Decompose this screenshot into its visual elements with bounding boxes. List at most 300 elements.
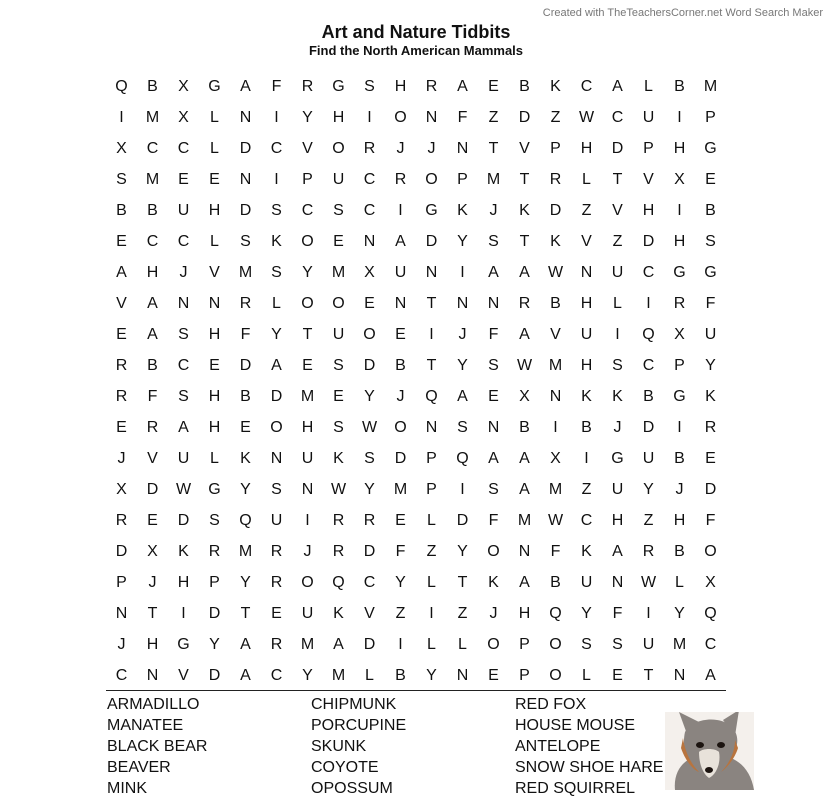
- grid-letter: L: [644, 77, 653, 95]
- grid-letter: J: [396, 387, 405, 405]
- grid-letter: P: [209, 573, 220, 591]
- grid-letter: Z: [426, 542, 437, 560]
- grid-letter: B: [147, 201, 158, 219]
- grid-letter: C: [146, 139, 159, 157]
- grid-letter: R: [115, 356, 128, 374]
- grid-letter: L: [365, 666, 374, 684]
- grid-letter: Z: [457, 604, 468, 622]
- grid-letter: V: [581, 232, 592, 250]
- word-list-item: ANTELOPE: [515, 738, 601, 755]
- grid-letter: S: [612, 356, 623, 374]
- grid-letter: T: [519, 170, 530, 188]
- grid-letter: Z: [612, 232, 623, 250]
- grid-letter: J: [117, 635, 126, 653]
- grid-letter: X: [674, 170, 685, 188]
- grid-letter: N: [518, 542, 531, 560]
- grid-letter: D: [363, 356, 376, 374]
- grid-letter: O: [332, 294, 345, 312]
- grid-letter: H: [673, 511, 686, 529]
- grid-letter: D: [208, 604, 221, 622]
- grid-letter: Y: [302, 108, 313, 126]
- grid-letter: D: [642, 418, 655, 436]
- grid-letter: J: [427, 139, 436, 157]
- grid-letter: D: [704, 480, 717, 498]
- credit-line: Created with TheTeachersCorner.net Word Search Maker: [542, 7, 823, 19]
- grid-letter: M: [703, 77, 718, 95]
- word-list-item: RED FOX: [515, 696, 587, 713]
- grid-letter: I: [429, 325, 434, 343]
- grid-letter: C: [580, 511, 593, 529]
- grid-letter: C: [642, 263, 655, 281]
- grid-letter: E: [333, 232, 344, 250]
- grid-letter: S: [488, 356, 499, 374]
- grid-letter: R: [270, 635, 283, 653]
- grid-letter: H: [580, 356, 593, 374]
- grid-letter: F: [457, 108, 468, 126]
- word-list-item: COYOTE: [311, 759, 379, 776]
- grid-letter: V: [209, 263, 220, 281]
- grid-letter: H: [208, 325, 221, 343]
- grid-letter: O: [363, 325, 376, 343]
- grid-letter: A: [395, 232, 406, 250]
- grid-letter: A: [488, 449, 499, 467]
- grid-letter: S: [271, 480, 282, 498]
- grid-letter: F: [488, 511, 499, 529]
- grid-letter: A: [240, 666, 251, 684]
- grid-letter: B: [550, 294, 561, 312]
- grid-letter: A: [147, 325, 158, 343]
- grid-letter: Y: [395, 573, 406, 591]
- grid-letter: Q: [425, 387, 438, 405]
- grid-letter: M: [393, 480, 408, 498]
- grid-letter: I: [398, 635, 403, 653]
- grid-letter: M: [331, 263, 346, 281]
- grid-letter: I: [615, 325, 620, 343]
- grid-letter: M: [300, 387, 315, 405]
- word-list-item: SKUNK: [311, 738, 367, 755]
- grid-letter: X: [364, 263, 375, 281]
- grid-letter: C: [115, 666, 128, 684]
- grid-letter: N: [487, 294, 500, 312]
- grid-letter: K: [271, 232, 282, 250]
- grid-letter: U: [611, 263, 624, 281]
- grid-letter: U: [580, 325, 593, 343]
- grid-letter: B: [519, 418, 530, 436]
- grid-letter: N: [177, 294, 190, 312]
- grid-letter: W: [361, 418, 378, 436]
- grid-letter: A: [705, 666, 716, 684]
- grid-letter: Q: [642, 325, 655, 343]
- grid-letter: Z: [643, 511, 654, 529]
- grid-letter: Z: [581, 201, 592, 219]
- grid-letter: D: [208, 666, 221, 684]
- grid-letter: S: [333, 418, 344, 436]
- grid-letter: H: [394, 77, 407, 95]
- grid-letter: A: [116, 263, 127, 281]
- grid-letter: R: [363, 511, 376, 529]
- grid-letter: N: [239, 108, 252, 126]
- grid-letter: S: [333, 201, 344, 219]
- grid-letter: H: [518, 604, 531, 622]
- grid-letter: S: [178, 387, 189, 405]
- grid-letter: D: [518, 108, 531, 126]
- grid-letter: A: [612, 77, 623, 95]
- grid-letter: H: [611, 511, 624, 529]
- grid-letter: L: [272, 294, 281, 312]
- grid-letter: M: [672, 635, 687, 653]
- grid-letter: L: [210, 139, 219, 157]
- grid-letter: Y: [209, 635, 220, 653]
- grid-letter: S: [116, 170, 127, 188]
- grid-letter: D: [270, 387, 283, 405]
- grid-letter: J: [117, 449, 126, 467]
- grid-letter: F: [147, 387, 158, 405]
- grid-letter: G: [177, 635, 190, 653]
- grid-letter: G: [673, 387, 686, 405]
- grid-letter: T: [302, 325, 313, 343]
- grid-letter: M: [145, 108, 160, 126]
- grid-letter: B: [643, 387, 654, 405]
- grid-letter: H: [177, 573, 190, 591]
- grid-letter: N: [425, 108, 438, 126]
- grid-letter: P: [705, 108, 716, 126]
- grid-letter: H: [208, 201, 221, 219]
- grid-letter: V: [550, 325, 561, 343]
- grid-letter: Z: [488, 108, 499, 126]
- grid-letter: H: [673, 232, 686, 250]
- grid-letter: D: [611, 139, 624, 157]
- grid-letter: W: [578, 108, 595, 126]
- grid-letter: H: [580, 139, 593, 157]
- grid-letter: G: [704, 263, 717, 281]
- grid-letter: G: [611, 449, 624, 467]
- grid-letter: I: [677, 108, 682, 126]
- grid-letter: J: [458, 325, 467, 343]
- grid-letter: Z: [550, 108, 561, 126]
- grid-letter: K: [333, 449, 344, 467]
- grid-letter: Y: [364, 387, 375, 405]
- grid-letter: L: [458, 635, 467, 653]
- grid-letter: O: [487, 635, 500, 653]
- word-list-column-1: [107, 694, 207, 799]
- grid-letter: O: [704, 542, 717, 560]
- puzzle-title: Art and Nature Tidbits: [321, 22, 511, 42]
- grid-letter: E: [116, 325, 127, 343]
- word-list-column-3: [515, 694, 663, 799]
- grid-letter: O: [301, 573, 314, 591]
- grid-letter: J: [489, 604, 498, 622]
- grid-letter: R: [270, 542, 283, 560]
- grid-letter: K: [705, 387, 716, 405]
- grid-letter: U: [394, 263, 407, 281]
- grid-letter: Y: [457, 542, 468, 560]
- grid-letter: O: [425, 170, 438, 188]
- grid-letter: K: [550, 232, 561, 250]
- grid-letter: R: [208, 542, 221, 560]
- grid-letter: G: [332, 77, 345, 95]
- grid-letter: R: [642, 542, 655, 560]
- grid-letter: A: [519, 449, 530, 467]
- grid-letter: B: [395, 356, 406, 374]
- grid-letter: Y: [581, 604, 592, 622]
- grid-letter: H: [146, 635, 159, 653]
- grid-letter: P: [519, 666, 530, 684]
- grid-letter: R: [363, 139, 376, 157]
- grid-letter: T: [426, 356, 437, 374]
- grid-letter: C: [363, 170, 376, 188]
- grid-letter: R: [332, 511, 345, 529]
- grid-letter: F: [705, 294, 716, 312]
- grid-letter: F: [612, 604, 623, 622]
- grid-letter: R: [239, 294, 252, 312]
- grid-letter: U: [642, 635, 655, 653]
- word-list-item: ARMADILLO: [107, 696, 200, 713]
- grid-letter: O: [301, 294, 314, 312]
- grid-letter: W: [547, 511, 564, 529]
- grid-letter: A: [519, 325, 530, 343]
- grid-letter: W: [547, 263, 564, 281]
- grid-letter: M: [300, 635, 315, 653]
- grid-letter: U: [642, 449, 655, 467]
- grid-letter: Y: [364, 480, 375, 498]
- grid-letter: W: [330, 480, 347, 498]
- grid-letter: V: [519, 139, 530, 157]
- grid-letter: A: [519, 480, 530, 498]
- grid-letter: S: [209, 511, 220, 529]
- grid-letter: K: [581, 387, 592, 405]
- grid-letter: M: [548, 356, 563, 374]
- grid-letter: D: [642, 232, 655, 250]
- grid-letter: F: [271, 77, 282, 95]
- grid-letter: X: [178, 108, 189, 126]
- grid-letter: P: [643, 139, 654, 157]
- grid-letter: A: [333, 635, 344, 653]
- grid-letter: R: [270, 573, 283, 591]
- grid-letter: C: [611, 108, 624, 126]
- grid-letter: F: [550, 542, 561, 560]
- grid-letter: E: [488, 666, 499, 684]
- grid-letter: C: [177, 232, 190, 250]
- word-list-item: RED SQUIRREL: [515, 780, 636, 797]
- grid-letter: I: [460, 263, 465, 281]
- grid-letter: K: [550, 77, 561, 95]
- grid-letter: E: [209, 356, 220, 374]
- divider-line: [106, 690, 726, 691]
- grid-letter: W: [516, 356, 533, 374]
- grid-letter: B: [519, 77, 530, 95]
- grid-letter: R: [332, 542, 345, 560]
- grid-letter: H: [580, 294, 593, 312]
- grid-letter: E: [488, 387, 499, 405]
- grid-letter: Y: [240, 480, 251, 498]
- grid-letter: C: [270, 666, 283, 684]
- grid-letter: U: [611, 480, 624, 498]
- grid-letter: J: [179, 263, 188, 281]
- grid-letter: X: [116, 139, 127, 157]
- grid-letter: S: [581, 635, 592, 653]
- grid-letter: U: [642, 108, 655, 126]
- grid-letter: R: [704, 418, 717, 436]
- grid-letter: N: [549, 387, 562, 405]
- grid-letter: I: [181, 604, 186, 622]
- grid-letter: N: [239, 170, 252, 188]
- grid-letter: R: [146, 418, 159, 436]
- grid-letter: N: [456, 294, 469, 312]
- grid-letter: J: [489, 201, 498, 219]
- grid-letter: C: [704, 635, 717, 653]
- grid-letter: Q: [704, 604, 717, 622]
- grid-letter: A: [147, 294, 158, 312]
- grid-letter: D: [239, 139, 252, 157]
- grid-letter: U: [704, 325, 717, 343]
- grid-letter: D: [456, 511, 469, 529]
- grid-letter: R: [394, 170, 407, 188]
- grid-letter: D: [177, 511, 190, 529]
- grid-letter: C: [363, 201, 376, 219]
- grid-letter: U: [270, 511, 283, 529]
- word-list-item: HOUSE MOUSE: [515, 717, 636, 734]
- grid-letter: I: [553, 418, 558, 436]
- grid-letter: C: [177, 139, 190, 157]
- grid-letter: D: [239, 356, 252, 374]
- word-list-item: MANATEE: [107, 717, 184, 734]
- grid-letter: O: [549, 635, 562, 653]
- grid-letter: P: [302, 170, 313, 188]
- grid-letter: U: [177, 201, 190, 219]
- grid-letter: N: [611, 573, 624, 591]
- grid-letter: X: [674, 325, 685, 343]
- grid-letter: V: [364, 604, 375, 622]
- grid-letter: B: [674, 449, 685, 467]
- grid-letter: W: [175, 480, 192, 498]
- grid-letter: K: [519, 201, 530, 219]
- grid-letter: M: [548, 480, 563, 498]
- grid-letter: I: [646, 294, 651, 312]
- grid-letter: I: [677, 201, 682, 219]
- grid-letter: F: [240, 325, 251, 343]
- grid-letter: X: [147, 542, 158, 560]
- grid-letter: G: [208, 480, 221, 498]
- grid-letter: Y: [674, 604, 685, 622]
- grid-letter: K: [488, 573, 499, 591]
- grid-letter: I: [429, 604, 434, 622]
- grid-letter: S: [364, 449, 375, 467]
- grid-letter: E: [271, 604, 282, 622]
- grid-letter: L: [613, 294, 622, 312]
- grid-letter: B: [581, 418, 592, 436]
- grid-letter: P: [457, 170, 468, 188]
- grid-letter: U: [301, 449, 314, 467]
- grid-letter: K: [333, 604, 344, 622]
- grid-letter: S: [488, 480, 499, 498]
- grid-letter: L: [210, 108, 219, 126]
- grid-letter: I: [274, 108, 279, 126]
- grid-letter: H: [673, 139, 686, 157]
- grid-letter: I: [646, 604, 651, 622]
- grid-letter: A: [612, 542, 623, 560]
- grid-letter: G: [425, 201, 438, 219]
- grid-letter: N: [363, 232, 376, 250]
- word-list-column-2: [311, 694, 406, 799]
- grid-letter: P: [426, 480, 437, 498]
- grid-letter: F: [488, 325, 499, 343]
- word-list-item: CHIPMUNK: [311, 696, 397, 713]
- grid-letter: S: [705, 232, 716, 250]
- grid-letter: T: [240, 604, 251, 622]
- grid-letter: M: [145, 170, 160, 188]
- grid-letter: O: [332, 139, 345, 157]
- grid-letter: D: [363, 635, 376, 653]
- grid-letter: V: [116, 294, 127, 312]
- grid-letter: Y: [302, 263, 313, 281]
- grid-letter: Y: [457, 232, 468, 250]
- grid-letter: J: [396, 139, 405, 157]
- grid-letter: K: [457, 201, 468, 219]
- grid-letter: E: [116, 232, 127, 250]
- grid-letter: N: [487, 418, 500, 436]
- grid-letter: L: [675, 573, 684, 591]
- grid-letter: Y: [240, 573, 251, 591]
- grid-letter: I: [398, 201, 403, 219]
- grid-letter: B: [674, 77, 685, 95]
- grid-letter: S: [178, 325, 189, 343]
- grid-letter: T: [488, 139, 499, 157]
- grid-letter: X: [705, 573, 716, 591]
- grid-letter: B: [240, 387, 251, 405]
- grid-letter: D: [115, 542, 128, 560]
- grid-letter: Q: [239, 511, 252, 529]
- grid-letter: Q: [332, 573, 345, 591]
- grid-letter: T: [457, 573, 468, 591]
- grid-letter: E: [705, 449, 716, 467]
- grid-letter: C: [301, 201, 314, 219]
- grid-letter: U: [301, 604, 314, 622]
- grid-letter: B: [116, 201, 127, 219]
- grid-letter: A: [240, 635, 251, 653]
- grid-letter: P: [550, 139, 561, 157]
- grid-letter: O: [549, 666, 562, 684]
- grid-letter: Y: [643, 480, 654, 498]
- grid-letter: B: [147, 356, 158, 374]
- grid-letter: Q: [549, 604, 562, 622]
- grid-letter: R: [301, 77, 314, 95]
- grid-letter: I: [274, 170, 279, 188]
- grid-letter: V: [147, 449, 158, 467]
- grid-letter: U: [332, 170, 345, 188]
- grid-letter: Q: [115, 77, 128, 95]
- grid-letter: K: [240, 449, 251, 467]
- grid-letter: L: [427, 511, 436, 529]
- grid-letter: U: [177, 449, 190, 467]
- grid-letter: E: [178, 170, 189, 188]
- grid-letter: S: [240, 232, 251, 250]
- grid-letter: R: [549, 170, 562, 188]
- grid-letter: R: [115, 511, 128, 529]
- grid-letter: O: [394, 418, 407, 436]
- grid-letter: H: [332, 108, 345, 126]
- grid-letter: E: [147, 511, 158, 529]
- grid-letter: S: [457, 418, 468, 436]
- grid-letter: E: [240, 418, 251, 436]
- grid-letter: T: [519, 232, 530, 250]
- grid-letter: N: [115, 604, 128, 622]
- grid-letter: S: [333, 356, 344, 374]
- grid-letter: T: [147, 604, 158, 622]
- grid-letter: O: [487, 542, 500, 560]
- grid-letter: E: [302, 356, 313, 374]
- grid-letter: L: [210, 232, 219, 250]
- fox-image: [665, 712, 754, 790]
